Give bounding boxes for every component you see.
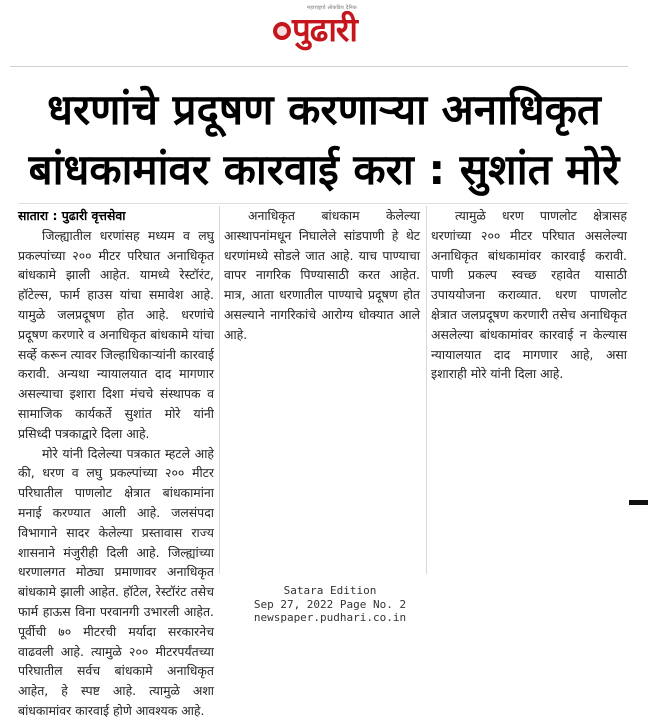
article-paragraph: जिल्ह्यातील धरणांसह मध्यम व लघु प्रकल्पांच्या २०० मीटर परिघात अनाधिकृत बांधकामे झाली आहेत. यामध्ये रेस्टॉरंट, हॉटेल्स, फार्म हाउस यांचा समावेश आहे. यामुळे जलप्रदूषण होत आहे. धरणांचे प्रदूषण करणारे व अनाधिकृत बांधकामे यांचा सर्व्हे करून त्यावर जिल्हाधिकाऱ्यांनी कारवाई करावी. अन्यथा न्यायालयात दाद मागणार असल्याचा इशारा दिशा मंचचे संस्थापक व सामाजिक कार्यकर्ते सुशांत मोरे यांनी प्रसिध्दी पत्रकाद्वारे दिला आहे. [18,227,214,441]
article-column-2 [224,206,420,345]
column-divider [426,206,427,574]
article-paragraph: मोरे यांनी दिलेल्या पत्रकात म्हटले आहे की, धरण व लघु प्रकल्पांच्या २०० मीटर परिघातील पाणलोट क्षेत्रात बांधकामांना मनाई करण्यात आली आहे. जलसंपदा विभागाने सादर केलेल्या प्रस्तावास राज्य शासनाने मंजुरीही दिली आहे. जिल्ह्यांच्या धरणालगत मोठ्या प्रमाणावर अनाधिकृत बांधकामे झाली आहेत. हॉटेल, रेस्टॉरंट तसेच फार्म हाऊस विना परवानगी उभारली आहेत. पूर्वीची ७० मीटरची मर्यादा सरकारनेच वाढवली आहे. त्यामुळे २०० मीटरपर्यंतच्या परिघातील सर्वच बांधकामे अनाधिकृत आहेत, हे स्पष्ट आहे. त्यामुळे अशा बांधकामांवर कारवाई होणे आवश्यक आहे. [18,445,214,718]
logo-emblem-icon [273,22,291,40]
column-divider [219,206,220,574]
newspaper-logo: पुढारी [292,10,357,49]
masthead-divider [10,66,628,67]
page-edge-marker [629,500,648,505]
article-column-3 [431,206,627,384]
article-byline: सातारा : पुढारी वृत्तसेवा [18,208,126,223]
article-column-1 [18,206,214,721]
headline-divider [18,203,628,204]
edition-footer [200,584,460,625]
edition-url[interactable]: newspaper.pudhari.co.in [253,611,407,624]
edition-name: Satara Edition [283,584,377,597]
article-paragraph: अनाधिकृत बांधकाम केलेल्या आस्थापनांमधून निघालेले सांडपाणी हे थेट धरणांमध्ये सोडले जात आहे. याच पाण्याचा वापर नागरिक पिण्यासाठी करत आहेत. मात्र, आता धरणातील पाण्याचे प्रदूषण होत असल्याने नागरिकांचे आरोग्य धोक्यात आले आहे. [224,208,420,342]
article-paragraph: त्यामुळे धरण पाणलोट क्षेत्रासह धरणांच्या २०० मीटर परिघात असलेल्या अनाधिकृत बांधकामांवर कारवाई करावी. पाणी प्रकल्प स्वच्छ रहावेत यासाठी उपाययोजना कराव्यात. धरण पाणलोट क्षेत्रात जलप्रदूषण करणारी तसेच अनाधिकृत असलेल्या बांधकामांवर कारवाई न केल्यास न्यायालयात दाद मागणार आहे, असा इशाराही मोरे यांनी दिला आहे. [431,208,627,382]
headline-line-1: धरणांचे प्रदूषण करणाऱ्या अनाधिकृत [47,85,601,134]
masthead-tagline: महाराष्ट्राचे लोकप्रिय दैनिक [307,5,357,11]
masthead [0,0,648,62]
edition-date-page: Sep 27, 2022 Page No. 2 [253,597,407,611]
article-headline [10,80,638,200]
headline-line-2: बांधकामांवर कारवाई करा : सुशांत मोरे [28,145,620,194]
